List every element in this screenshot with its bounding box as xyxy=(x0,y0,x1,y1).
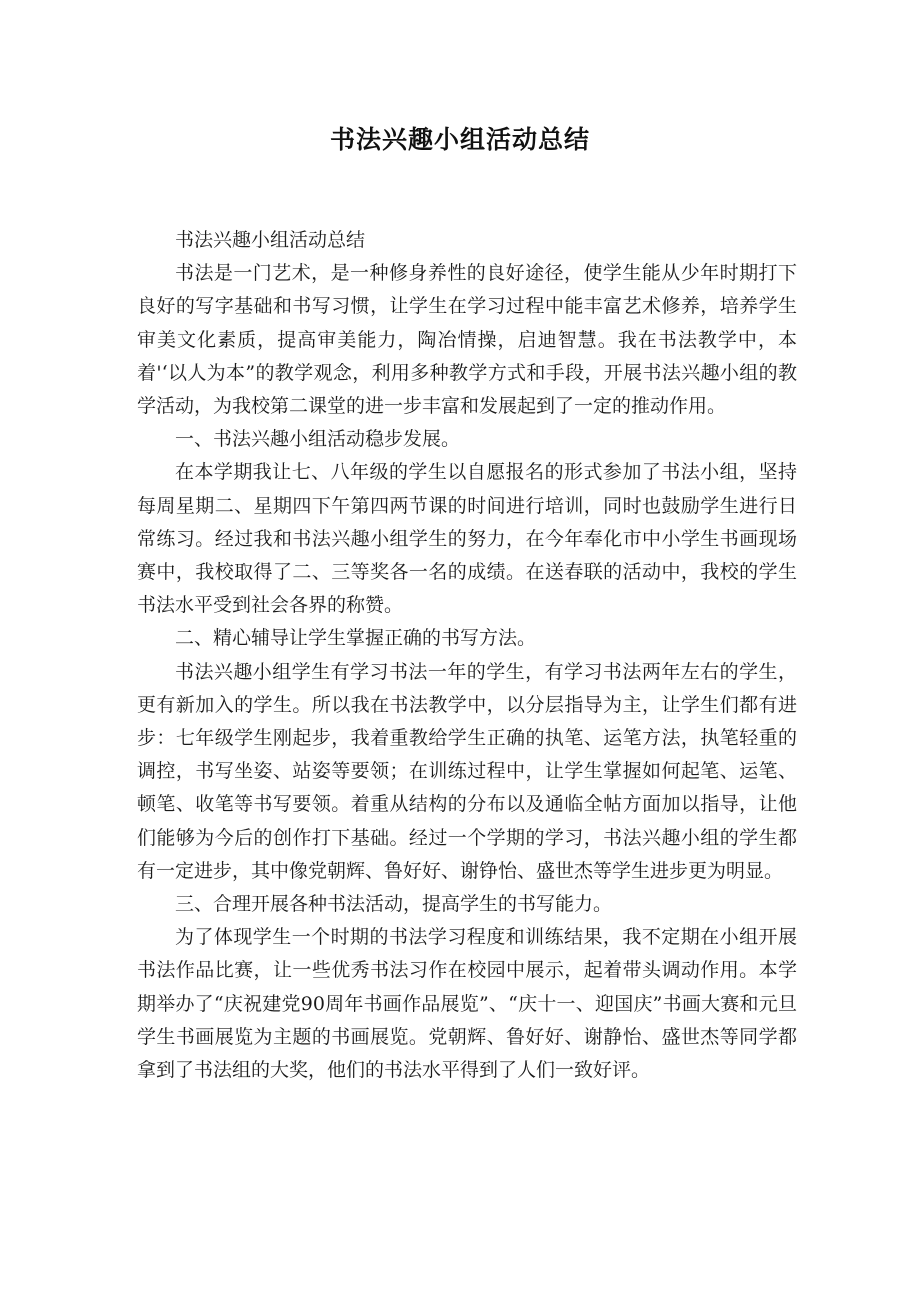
section-heading-1: 一、书法兴趣小组活动稳步发展。 xyxy=(175,428,461,451)
section-paragraph-2: 书法兴趣小组学生有学习书法一年的学生，有学习书法两年左右的学生，更有新加入的学生。所以我在书法教学中，以分层指导为主，让学生们都有进步：七年级学生刚起步，我着重教给学生正确的执笔、运笔方法，执笔轻重的调控，书写坐姿、站姿等要领；在训练过程中，让学生掌握如何起笔、运笔、顿笔、收笔等书写要领。着重从结构的分布以及通临全帖方面加以指导，让他们能够为今后的创作打下基础。经过一个学期的学习，书法兴趣小组的学生都有一定进步，其中像党朝辉、鲁好好、谢铮怡、盛世杰等学生进步更为明显。 xyxy=(137,660,797,882)
section-heading-2: 二、精心辅导让学生掌握正确的书写方法。 xyxy=(175,627,537,650)
document-body xyxy=(137,224,797,1087)
document-title: 书法兴趣小组活动总结 xyxy=(329,125,590,154)
section-heading-3: 三、合理开展各种书法活动，提高学生的书写能力。 xyxy=(175,893,613,916)
section-paragraph-3: 为了体现学生一个时期的书法学习程度和训练结果，我不定期在小组开展书法作品比赛，让一些优秀书法习作在校园中展示，起着带头调动作用。本学期举办了“庆祝建党90周年书画作品展览”、“庆十一、迎国庆”书画大赛和元旦学生书画展览为主题的书画展览。党朝辉、鲁好好、谢静怡、盛世杰等同学都拿到了书法组的大奖，他们的书法水平得到了人们一致好评。 xyxy=(137,926,797,1082)
section-paragraph-1: 在本学期我让七、八年级的学生以自愿报名的形式参加了书法小组，坚持每周星期二、星期四下午第四两节课的时间进行培训，同时也鼓励学生进行日常练习。经过我和书法兴趣小组学生的努力，在今年奉化市中小学生书画现场赛中，我校取得了二、三等奖各一名的成绩。在送春联的活动中，我校的学生书法水平受到社会各界的称赞。 xyxy=(137,461,797,617)
intro-paragraph: 书法是一门艺术，是一种修身养性的良好途径，使学生能从少年时期打下良好的写字基础和书写习惯，让学生在学习过程中能丰富艺术修养，培养学生审美文化素质，提高审美能力，陶冶情操，启迪智慧。我在书法教学中，本着'‘以人为本”的教学观念，利用多种教学方式和手段，开展书法兴趣小组的教学活动，为我校第二课堂的进一步丰富和发展起到了一定的推动作用。 xyxy=(137,262,797,418)
body-subtitle: 书法兴趣小组活动总结 xyxy=(175,229,366,251)
